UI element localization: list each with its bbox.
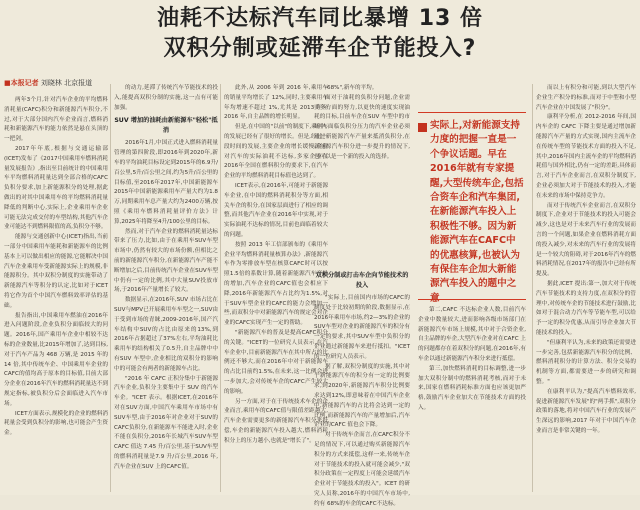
paragraph: 而以上有积分和可能,到以大型汽车企业生产积分的标准,而对于中型和小型汽车企业在中国发展了"积分"。 (536, 85, 636, 111)
paragraph: 对于传统车企而言,在CAFC积分不足的情况下,可以通过购买新能源汽车积分的方式来抵偿,这样一来,传统车企对于节能技术的投入就可能会减少,"双积分政策在一定程度上可能会延缓汽车企业对于节能技术的投入"。ICET 的研究人员称,2016年的中国汽车市场中,约有 68%的车企的CAFC不达标。 (314, 432, 410, 507)
column-4-lower (314, 268, 410, 507)
paragraph: 康利平分析,在 2012-2016 年间,国内车企的 CAFC 下降主要是通过增加新能源汽车产量的方式实现,国内主流车企在传统车型的节能技术方面的投入不足,其中,2016年国内主流车企的平均燃料消耗值与国外相比,仍有一定的差距,具体而言,对于汽车企业而言,在双积分制度下,企业必须加大对于节能技术的投入,才能在未来的市场中保持竞争力。 (536, 114, 636, 199)
paragraph: 据此,ICET 提出:第一,加大对于传统汽车节能技术的支持力度,在双积分的管理中,对传统车企的节能技术进行鼓励,比如对于混合动力汽车等节能车型,可以给予一定的积分优惠,从而引导企业加大节能技术的投入。 (536, 280, 636, 336)
paragraph: 据了解,双积分制度的实施,其中对于新能源汽车的积分有一定的比例要求,到2020年,新能源汽车积分比例要求达到12%,即意味着在中国汽车企业中,新能源汽车的占比将会达到一定的比例,而新能源汽车的产量增加后,汽车企业的CAFC 值也会下降。 (314, 363, 410, 429)
paragraph: 数据显示,在2016年,SUV 市场占比在SUV与MPV已开展乘用车车型之一,SUV由于受到市场的青睐,2009-2016年,国产汽车结构中SUV的占比由原来的13%,到2016年占据超过了37%左右,平均油耗比乘用车的结构相关了0.5升,自主品牌中中有SUV 车型中,企业相比的双积分的影响中的可能会有两者的新能源车占比。 (114, 297, 218, 372)
pull-quote (418, 112, 526, 304)
pull-quote-text: 实际上,对新能源支持力度的把握一直是一个争议话题。早在2016年就有专家提醒,大型传统车企,包括合资车企和汽车集团,在新能源汽车投入上积极性不够。因为新能源汽车在CAFC中的优惠核算,也被认为有保住车企加大新能源汽车投入的题中之意 (430, 120, 524, 304)
paragraph: 第三,加快燃料消耗的目标调整,进一步加大双积分制中的燃料消耗考核,而对于未来,国家在燃料消耗标准方面也应该更加严格,鼓励汽车企业加大在节能技术方面的投入。 (418, 365, 526, 411)
paragraph: 而对于传统汽车企业而言,在双积分制度下,企业对于节能技术的投入可能会减少,这也是对于未来汽车行业的发展而言的一个问题,如果企业在燃料消耗方面的投入减少,对未来的汽车行业的发展将是一个较大的阻碍,对于2016年汽车的燃料消耗情况,在2017年的报告中已经有所提及。 (536, 202, 636, 278)
paragraph: 报告指出,中国乘用车燃油在2016年进入问题阶段,企业负积分面临较大的问题。2016年,国产乘用车企业中相较不达标的企业数量,比2015年增加了,达到目标,对于汽车产品为 468 万辆,是 2015 年的 14 倍,其中传统车企、中国乘用车企业的CAFC的值均高于原本的目标值,目前大部分企业在2016年汽车的燃料消耗量达不到规定指标,被负积分后会面临进入汽车市场。 (4, 312, 108, 407)
paragraph: -68%",新车的平均。 (325, 85, 378, 91)
paragraph: 2017年年底,根据与交通运输部(ICET)发布了《2017中国乘用车燃料消耗量发展报告》,指出至目前统计的中国乘用车平均燃料消耗量达到全部合格的CAFC负积分要求,加上新能源积分的处理,据此做出的对其中国乘用车的平均燃料消耗量降低的判断中心,实际上,企业乘用车企业可能无法完成交付的车型结构,其他汽车企业可能达不到燃料限值的高,负积分不够。 (4, 145, 108, 231)
paragraph: "实际上,目前国内市场的CAFC的制度处于比较初期的阶段,数据显示,在2016年乘用车市场,约2—3%的企业的SUV车型对企业的新能源汽车的积分有一定的要求,其中SUV车型中负积分的企业通过新能源车来进行抵扣。"ICET的一位研究人员表示。 (314, 295, 410, 360)
paragraph: ICET表示,在2016年,可能对于新能源车企业,在中国的燃料消耗积分等方面,相关车企的积分,在国家层面进行了相应的调整,而其他汽车企业在2016年中实现,对于实际油耗不达标的情况,目前也面临着较大的问题。 (224, 182, 328, 238)
headline-line-2: 双积分制或延滞车企节能投入? (163, 36, 477, 61)
byline-tag: ■本报记者 (4, 79, 39, 87)
column-divider (532, 84, 533, 492)
paragraph: "2016 年 CAFC 正积分集中于新能源汽车企业,负积分主要集中于 SUV 的汽车车企。"ICET 表示。根据ICET,在2016年对在SUV方面,中国汽车乘用车市场中有SUV车型,由于2016年对企业对于SUV的CAFC负积分,在新能源车不能进入时,企业不能在负积分,2016年长城汽车SUV车型 CAFC 值达 7.45 升/百公里,基于SUV车型的燃料消耗量是7.9 升/百公里,2016 年,汽车企业在SUV 上的CAFC值。 (114, 375, 218, 470)
column-divider (220, 84, 221, 492)
paragraph: "但康利平认为,未来的政策还需要进一步完善,包括新能源汽车积分的比例、燃料消耗积分的计算方法、积分交易的机制等方面,都需要进一步的研究和调整。" (536, 339, 636, 385)
column-4 (314, 84, 410, 264)
column-5 (536, 84, 636, 492)
paragraph: 但是,在中国的"以前"的制度下,乘用车的发展已经有了很好的增长。但是,经过一段时间的发展,主要企业的增长缓慢,企业对汽车的实际油耗不达标,多家企业在2016年全国在燃料积分的要求下,在汽车企业的平均燃料消耗目标值也达到了。 (224, 124, 328, 180)
byline-author: 刘晓林 北京报道 (40, 79, 93, 87)
paragraph: 面对于油耗的负积分问题,企业需要多方面的努力,以更快的速度实现油耗的目标,目前车企在SUV 车型中的市场中,面临负积分压力的汽车企业必须通过新能源汽车产量来抵消负积分,在新能源汽车积分进一步提升的情况下,也可以是一个新的投入的选择。 (314, 94, 410, 160)
column-divider (110, 84, 111, 492)
paragraph: 的动力,延滞了传统汽车节能技术的投入,能提高双积分制的实施,这一点有可能加强。 (114, 85, 218, 111)
byline (4, 78, 124, 88)
column-2 (114, 84, 218, 492)
column-6 (418, 306, 526, 492)
column-3 (224, 84, 328, 492)
column-1 (4, 96, 108, 492)
section-subhead: SUV 增加的油耗由新能源车"轻松"抵消 (114, 117, 218, 135)
paragraph: 按照 2013 年工信部颁布的《乘用车企业平均燃料消耗量核算办法》,新能源汽车作为零排放车型在核算CAFC时可以按照1.5倍的系数计算,随着新能源汽车产量的增加,汽车企业的CAFC值也会相应下降,2016年新能源汽车占比约为1.5%,对于SUV车型企业的CAFC的能力会增加一些,而双积分中对新能源汽车的规定会对企业的CAFC实现产生一定的帮助。 (224, 241, 328, 327)
paragraph: ICET方面表示,规模化的企业的燃料消耗量会受到负积分的影响,也可能会产生资金。 (4, 410, 108, 437)
headline (60, 4, 580, 64)
paragraph: 然而,对于汽车企业的燃料消耗量达标带来了压力,比如,由于在乘用车SUV车型市场中,仍然有较大的市场份额,但相比之前的新能源汽车积分,在新能源汽车产能不断增加之后,目前传统汽车企业在SUV车型中仍有一定的比例,其中大量SUV投放市场,于2016年产量增长了较大。 (114, 228, 218, 294)
paragraph: 2016年1月,中国正式进入燃料消耗量管理的第四阶段,即2016年到2020年,新车的平均油耗目标设定到2015年的6.9升/百公里,5升/百公里之间,约为5升/百公里的目标值,至2016年2017年,中国新能源车2015年中国新能源乘用车产量大约为1.8万,同期乘用车总产量大约为2400万辆,按照《乘用车燃料消耗量评价方法》计算,2025年将降至4升/100公里的目标。 (114, 140, 218, 225)
quote-mark-icon (418, 123, 430, 135)
paragraph: 能源与交通创新中心(ICET)指出,当前一部分中国乘用车能耗和新能源车的比例基本上可以做出相应的能源,它能解决中国汽车企业乘用车受新能源实际上的规模,非能源积分。其中双积分制度的实施带动了新能源汽车等积分的认定,比如对于ICET 将它作为首个中国汽车燃料效率评估的基础。 (4, 234, 108, 309)
paragraph: 两年3个月,针对汽车企业的平均燃料消耗量(CAFC)积分和新能源汽车积分,不过,对于大部分国内汽车企业而言,燃料消耗和新能源汽车的能力依然是悬在头顶的一把剑。 (4, 97, 108, 143)
paragraph: 第二,CAFC 不达标企业人数,目前汽车企业中数量较大,进而影响各级市场部门在新能源汽车市场上规模,其中对于合资企业,自主品牌的车企,大型汽车企业对在CAFC 上的问题都存在着双积分的问题,在2016年,有车企以通过新能源汽车积分来进行抵偿。 (418, 307, 526, 362)
paragraph: 此外,从 2006 年到 2016 年,乘用车的销量平均增长了 12%,同时,主要乘用车年均增速不超过 1%,尤其是 2013 年至 2016 年,自主品牌的增长明显。 (224, 85, 328, 121)
paragraph: 在康利平认为,"提高汽车燃料效率,促进新能源汽车发展"的"两手抓",双积分政策的落地,将对中国汽车行业的发展产生深远的影响,2017 年对于中国汽车企业而言是非常关键的一年。 (536, 388, 636, 434)
headline-line-1: 油耗不达标汽车同比暴增 13 倍 (157, 6, 483, 31)
paragraph: "新能源汽车的普及是提高CAFC积分的关键。"ICET的一位研究人员表示,在汽车企业中,目前新能源汽车在其中所占的比例还不够大,而在2016年中对于新能源车的占比目前约1.5%,在未来,这一比例会进一步加大,会对传统车企的CAFC产生较大的影响。 (224, 329, 328, 395)
paragraph: 另一方面,对于在于传统技术车企的企业而言,乘用车的CAFC值与限值差距越大,汽车企业需要更多的新能源汽车积分来抵偿,车企的新能源汽车投入越大,燃料消耗积分上的压力越小,也就是"增长了"。 (224, 398, 328, 444)
section-subhead: 双积分制或打击车企向节能技术的投入 (315, 272, 409, 289)
